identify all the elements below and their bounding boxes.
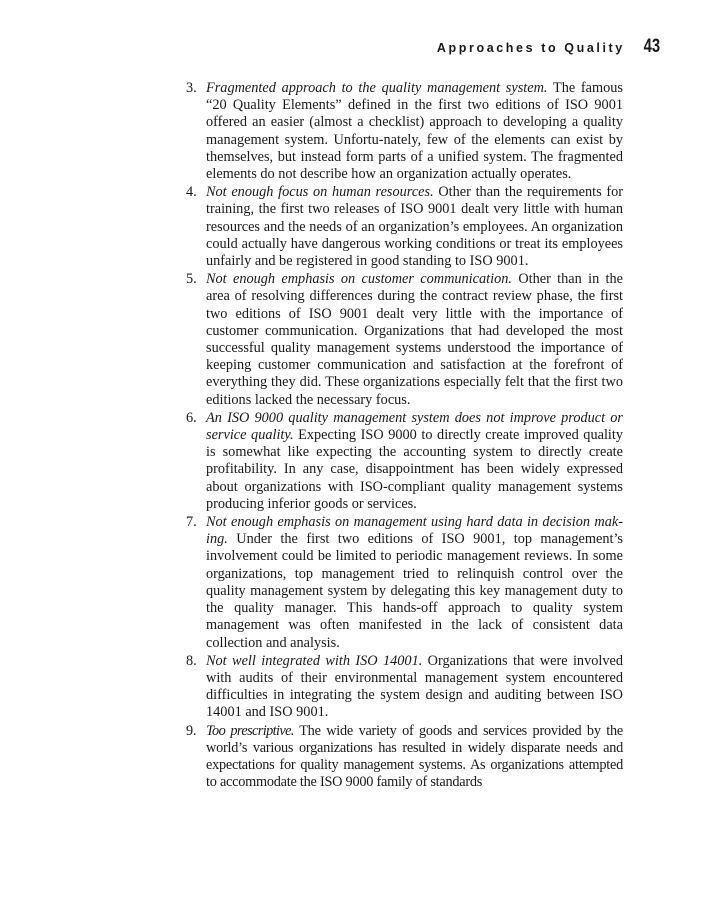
list-item bbox=[186, 184, 623, 270]
item-title: Fragmented approach to the quality management system. bbox=[206, 80, 548, 96]
item-title: Too prescriptive. bbox=[206, 722, 294, 739]
item-title: Not enough focus on human resources. bbox=[206, 184, 434, 201]
item-number: 3. bbox=[186, 80, 197, 96]
item-body: Organizations that were involved with audits of their environmental management system encountered difficulties in integrating the system design and auditing between ISO 14001 and ISO 9001. bbox=[206, 652, 623, 721]
item-title: Not well integrated with ISO 14001. bbox=[206, 652, 423, 669]
list-item bbox=[186, 80, 623, 183]
item-title: An ISO 9000 quality management system does not improve product or service quality. bbox=[206, 409, 623, 444]
item-number: 9. bbox=[186, 722, 197, 739]
item-title: Not enough emphasis on management using hard data in decision making. bbox=[206, 514, 623, 548]
list-item bbox=[186, 653, 623, 722]
item-number: 5. bbox=[186, 271, 197, 288]
running-title: Approaches to Quality bbox=[436, 41, 625, 55]
list-item bbox=[186, 514, 623, 652]
item-title: Not enough emphasis on customer communication. bbox=[206, 271, 512, 288]
item-body: The famous “20 Quality Elements” defined in the first two editions of ISO 9001 offered an easier (almost a checklist) approach to developing a quality management system. Unfortu-nately, few of the elements can exist by themselves, but instead form parts of a unified system. The fragmented elements do not describe how an organization actually operates. bbox=[206, 80, 624, 183]
item-body: The wide variety of goods and services provided by the world’s various organizations has resulted in widely disparate needs and expectations for quality management systems. As organizations attempted to accommodate the ISO 9000 family of standards bbox=[206, 722, 623, 791]
list-item bbox=[186, 723, 623, 792]
item-body: Under the first two editions of ISO 9001, top management’s involvement could be limited to periodic management reviews. In some organizations, top management tried to relinquish control over the quality management system by delegating this key management duty to the quality manager. This hands-off approach to quality system management was often manifested in the lack of consistent data collection and analysis. bbox=[206, 531, 624, 651]
item-body: Expecting ISO 9000 to directly create improved quality is somewhat like expecting the accounting system to directly create profitability. In any case, disappointment has been widely expressed about organizations with ISO-compliant quality management systems producing inferior goods or services. bbox=[206, 427, 624, 512]
item-body: Other than in the area of resolving differences during the contract review phase, the first two editions of ISO 9001 dealt very little with the importance of customer communication. Organizations that had developed the most successful quality management systems understood the importance of keeping customer communication and satisfaction at the forefront of everything they did. These organizations especially felt that the first two editions lacked the necessary focus. bbox=[206, 271, 624, 408]
page-number: 43 bbox=[643, 36, 660, 57]
item-number: 6. bbox=[186, 409, 197, 426]
item-number: 4. bbox=[186, 184, 197, 201]
page-header bbox=[437, 36, 660, 58]
item-number: 7. bbox=[186, 514, 197, 531]
list-item bbox=[186, 410, 623, 513]
item-number: 8. bbox=[186, 652, 197, 669]
numbered-list bbox=[186, 80, 623, 792]
item-body: Other than the requirements for training, the first two releases of ISO 9001 dealt very little with human resources and the needs of an organization’s employees. An organization could actually have dangerous working conditions or treat its employees unfairly and be registered in good standing to ISO 9001. bbox=[206, 184, 624, 270]
list-item bbox=[186, 271, 623, 409]
